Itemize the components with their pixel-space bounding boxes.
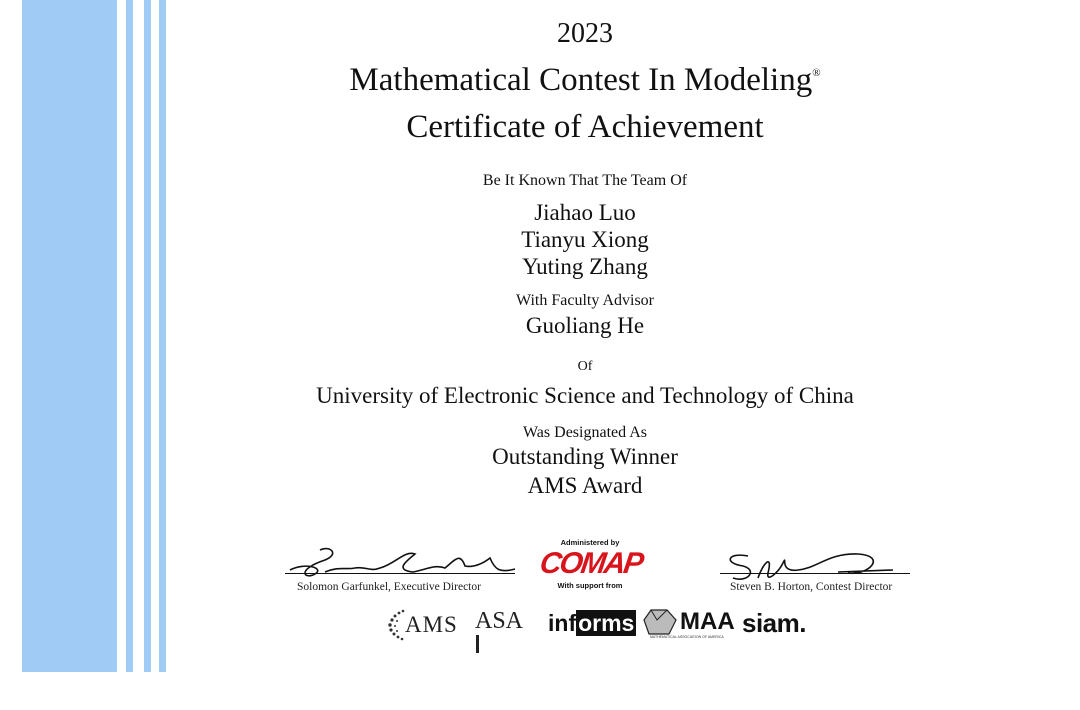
contest-name: [0, 62, 1080, 99]
team-member: Jiahao Luo: [534, 200, 636, 225]
signature-caption: Steven B. Horton, Contest Director: [730, 581, 893, 593]
registered-mark: ®: [812, 67, 821, 79]
signature-scribble-icon: [285, 540, 525, 585]
certificate-year: 2023: [557, 18, 613, 49]
ams-logo-text: AMS: [405, 612, 458, 637]
support-label: With support from: [557, 581, 623, 590]
of-label: Of: [577, 359, 593, 374]
institution-name: University of Electronic Science and Technology of China: [316, 383, 854, 408]
informs-logo-left: inf: [548, 610, 577, 636]
siam-logo: [742, 608, 806, 639]
signature-line: [720, 573, 910, 574]
certificate-title: Certificate of Achievement: [406, 109, 764, 145]
informs-logo: [548, 610, 636, 637]
asa-logo: [475, 608, 523, 656]
designation: Outstanding Winner: [492, 444, 678, 469]
signature-executive-director: [285, 540, 525, 600]
asa-logo-text: ASA: [475, 608, 524, 634]
maa-polyhedron-icon: [643, 608, 677, 636]
intro-text: Be It Known That The Team Of: [482, 172, 688, 189]
contest-name-text: Mathematical Contest In Modeling: [349, 62, 813, 98]
maa-logo-text: MAA: [680, 608, 735, 635]
siam-logo-text: siam.: [742, 608, 806, 638]
advisor-label: With Faculty Advisor: [515, 292, 654, 309]
award-name: AMS Award: [527, 473, 643, 498]
team-member: Yuting Zhang: [522, 254, 648, 279]
signature-contest-director: [718, 548, 918, 598]
designation-label: Was Designated As: [522, 424, 648, 441]
comap-block: [537, 538, 645, 590]
signature-line: [285, 573, 515, 574]
comap-logo: COMAP: [537, 547, 645, 580]
ams-dots-icon: [385, 608, 405, 642]
informs-logo-right: orms: [578, 610, 635, 636]
administered-by-label: Administered by: [560, 538, 620, 547]
advisor-name: Guoliang He: [525, 313, 645, 338]
team-member: Tianyu Xiong: [521, 227, 649, 252]
asa-bars-icon: [476, 635, 479, 653]
maa-logo-subtext: MATHEMATICAL ASSOCIATION OF AMERICA: [650, 635, 724, 639]
signature-caption: Solomon Garfunkel, Executive Director: [297, 581, 481, 593]
